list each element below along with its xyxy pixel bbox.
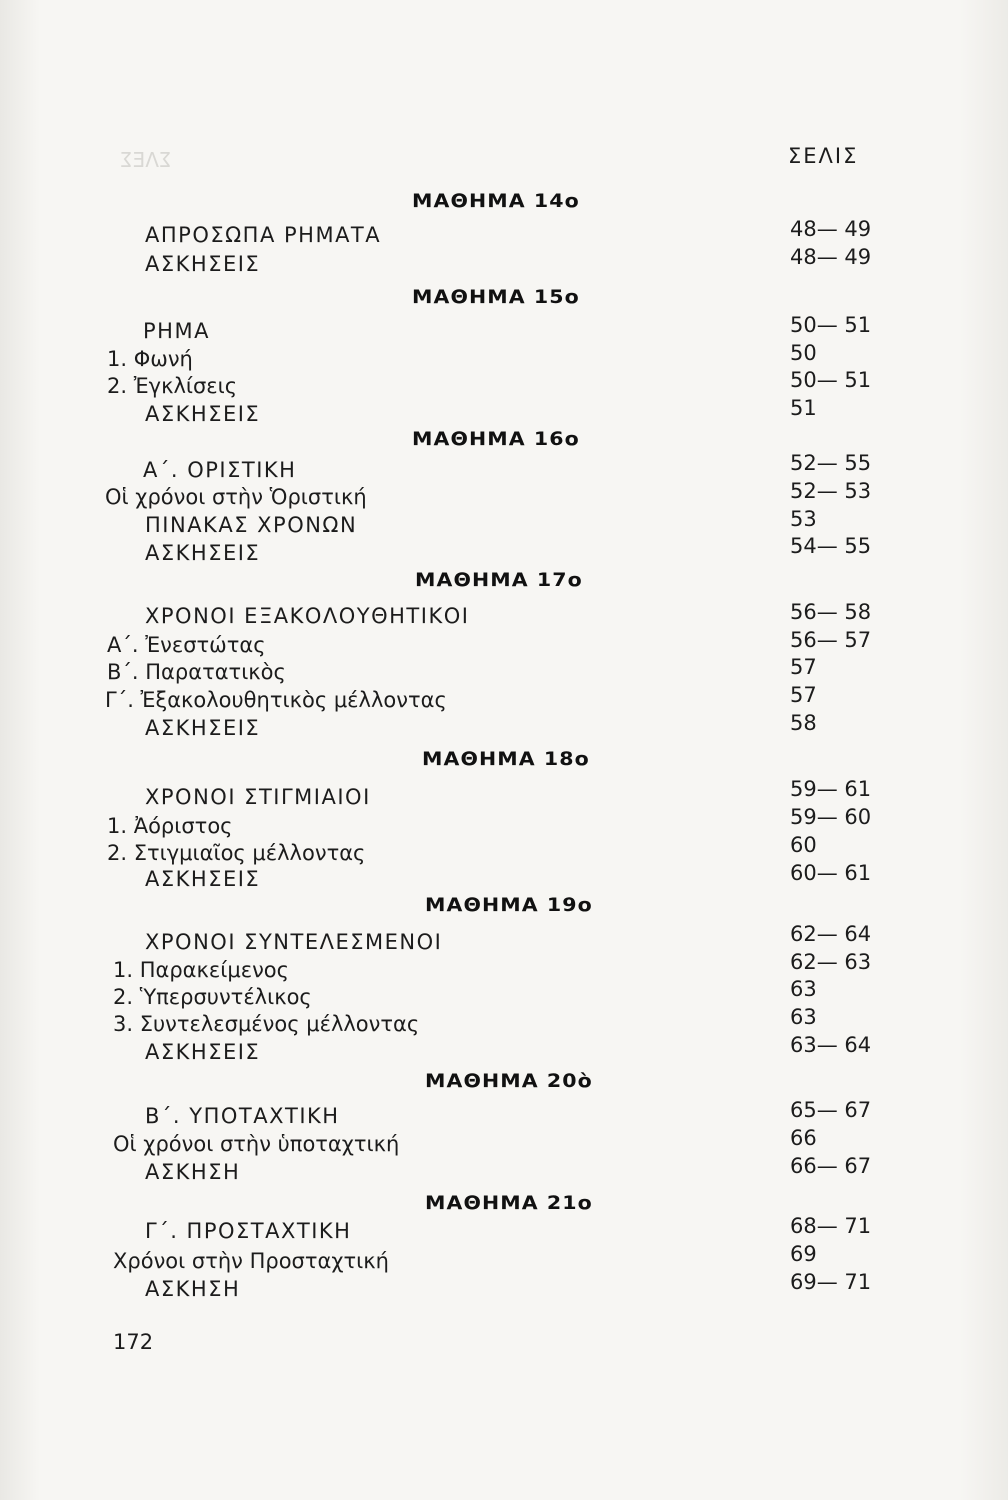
toc-entry-pages: 52— 53 <box>790 479 872 503</box>
toc-entry-label: ΑΣΚΗΣΕΙΣ <box>145 867 261 891</box>
toc-entry-pages: 51 <box>790 396 817 420</box>
toc-entry-label: ΧΡΟΝΟΙ ΣΥΝΤΕΛΕΣΜΕΝΟΙ <box>145 930 443 954</box>
toc-entry-label: ΑΣΚΗΣΕΙΣ <box>145 252 261 276</box>
toc-entry-pages: 58 <box>790 711 817 735</box>
toc-entry-pages: 54— 55 <box>790 534 872 558</box>
toc-entry-pages: 50— 51 <box>790 368 872 392</box>
toc-entry-label: ΑΣΚΗΣΕΙΣ <box>145 1040 261 1064</box>
lesson-heading: ΜΑΘΗΜΑ 17ο <box>415 569 583 591</box>
toc-entry-label: ΧΡΟΝΟΙ ΣΤΙΓΜΙΑΙΟΙ <box>145 785 371 809</box>
toc-entry-label: 1. Φωνή <box>107 347 193 371</box>
toc-entry-label: 2. Ἐγκλίσεις <box>107 374 238 398</box>
page-number: 172 <box>113 1330 154 1354</box>
toc-entry-pages: 59— 60 <box>790 805 872 829</box>
toc-entry-pages: 60 <box>790 833 817 857</box>
toc-entry-label: 1. Παρακείμενος <box>113 958 289 982</box>
toc-entry-pages: 56— 58 <box>790 600 872 624</box>
toc-entry-pages: 48— 49 <box>790 217 872 241</box>
toc-entry-pages: 69 <box>790 1242 817 1266</box>
toc-entry-label: ΧΡΟΝΟΙ ΕΞΑΚΟΛΟΥΘΗΤΙΚΟΙ <box>145 604 470 628</box>
toc-entry-pages: 63— 64 <box>790 1033 872 1057</box>
toc-entry-pages: 57 <box>790 683 817 707</box>
toc-entry-pages: 52— 55 <box>790 451 872 475</box>
toc-entry-label: Α΄. Ἐνεστώτας <box>107 633 266 657</box>
toc-entry-label: Οἱ χρόνοι στὴν Ὁριστική <box>105 485 367 509</box>
toc-entry-label: ΑΠΡΟΣΩΠΑ ΡΗΜΑΤΑ <box>145 223 382 247</box>
lesson-heading: ΜΑΘΗΜΑ 21ο <box>425 1192 593 1214</box>
toc-entry-pages: 57 <box>790 655 817 679</box>
toc-entry-pages: 62— 64 <box>790 922 872 946</box>
toc-entry-pages: 53 <box>790 507 817 531</box>
toc-entry-pages: 66— 67 <box>790 1154 872 1178</box>
lesson-heading: ΜΑΘΗΜΑ 14ο <box>412 190 580 212</box>
toc-entry-label: Α΄. ΟΡΙΣΤΙΚΗ <box>143 458 297 482</box>
toc-entry-pages: 68— 71 <box>790 1214 872 1238</box>
toc-entry-pages: 56— 57 <box>790 628 872 652</box>
toc-entry-pages: 63 <box>790 1005 817 1029</box>
toc-entry-pages: 60— 61 <box>790 861 872 885</box>
toc-entry-pages: 50 <box>790 341 817 365</box>
toc-entry-label: ΑΣΚΗΣΕΙΣ <box>145 541 261 565</box>
toc-entry-label: 2. Ὑπερσυντέλικος <box>113 985 312 1009</box>
toc-entry-label: 2. Στιγμιαῖος μέλλοντας <box>107 841 366 865</box>
lesson-heading: ΜΑΘΗΜΑ 15ο <box>412 286 580 308</box>
toc-entry-label: Χρόνοι στὴν Προσταχτική <box>113 1249 389 1273</box>
toc-entry-label: 1. Ἀόριστος <box>107 814 233 838</box>
toc-entry-pages: 59— 61 <box>790 777 872 801</box>
toc-entry-pages: 63 <box>790 977 817 1001</box>
lesson-heading: ΜΑΘΗΜΑ 20ὸ <box>425 1070 593 1092</box>
toc-entry-label: Οἱ χρόνοι στὴν ὑποταχτική <box>113 1132 400 1156</box>
toc-entry-label: ΡΗΜΑ <box>143 319 210 343</box>
toc-entry-label: ΑΣΚΗΣΕΙΣ <box>145 402 261 426</box>
bleed-through-text <box>860 182 864 206</box>
toc-entry-pages: 66 <box>790 1126 817 1150</box>
toc-entry-label: Β΄. Παρατατικὸς <box>107 660 286 684</box>
pages-column-header: ΣΕΛΙΣ <box>788 144 859 168</box>
lesson-heading: ΜΑΘΗΜΑ 18ο <box>422 748 590 770</box>
bleed-through-text: ΣΛΕΣ <box>120 148 172 172</box>
toc-entry-label: Γ΄. Ἐξακολουθητικὸς μέλλοντας <box>105 688 447 712</box>
lesson-heading: ΜΑΘΗΜΑ 19ο <box>425 894 593 916</box>
lesson-heading: ΜΑΘΗΜΑ 16ο <box>412 428 580 450</box>
toc-entry-label: ΑΣΚΗΣΗ <box>145 1277 241 1301</box>
toc-entry-label: Β΄. ΥΠΟΤΑΧΤΙΚΗ <box>145 1104 340 1128</box>
toc-entry-pages: 69— 71 <box>790 1270 872 1294</box>
toc-entry-label: ΠΙΝΑΚΑΣ ΧΡΟΝΩΝ <box>145 513 358 537</box>
toc-entry-pages: 48— 49 <box>790 245 872 269</box>
toc-entry-pages: 62— 63 <box>790 950 872 974</box>
toc-entry-label: 3. Συντελεσμένος μέλλοντας <box>113 1012 420 1036</box>
toc-entry-label: ΑΣΚΗΣΕΙΣ <box>145 716 261 740</box>
toc-entry-label: ΑΣΚΗΣΗ <box>145 1160 241 1184</box>
toc-entry-pages: 65— 67 <box>790 1098 872 1122</box>
toc-entry-label: Γ΄. ΠΡΟΣΤΑΧΤΙΚΗ <box>145 1219 352 1243</box>
toc-entry-pages: 50— 51 <box>790 313 872 337</box>
